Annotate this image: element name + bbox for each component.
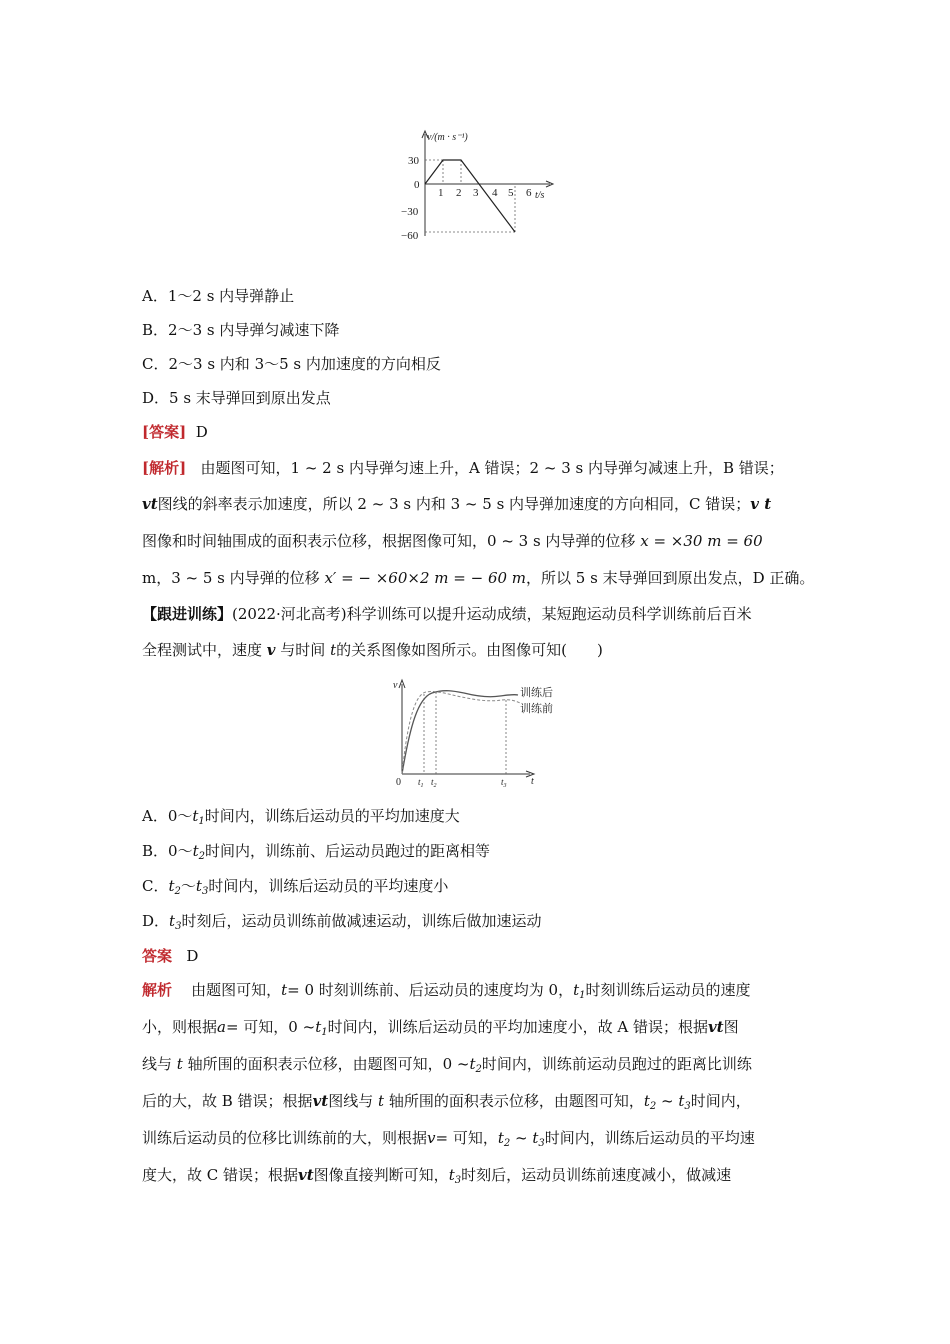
q2-analysis-text-16: 时间内，训练后运动员的平均速: [544, 1129, 755, 1147]
q2-analysis-label: 解析: [142, 981, 173, 999]
q2-option-c-pre: C．: [142, 877, 169, 895]
q2-stem-v: v: [266, 641, 276, 659]
q2-stem-2a: 全程测试中，速度: [142, 641, 263, 659]
fig1-xtick-6: 6: [526, 187, 532, 199]
q2-analysis-text-4: = 可知，0 ~: [225, 1018, 316, 1036]
fig1-axes: [422, 131, 553, 236]
q2-analysis-text-19: 时刻后，运动员训练前速度减小，做减速: [461, 1166, 732, 1184]
q2-analysis-line-4: 后的大，故 B 错误；根据vt图线与 t 轴所围的面积表示位移，由题图可知，$t_2$ ~ $t_3$时间内，: [142, 1092, 751, 1112]
q2-stem-line-2: [142, 640, 815, 660]
fig2-curve-before: [402, 692, 520, 774]
q2-var-t: t: [281, 981, 288, 999]
q2-stem-t: t: [330, 641, 337, 659]
q2-analysis-line-1: 解析 由题图可知，t= 0 时刻训练前、后运动员的速度均为 0，$t_1$时刻训练后运动员的速度: [142, 981, 751, 1001]
q1-answer-label: [答案]: [142, 423, 187, 441]
q1-answer-value: D: [195, 423, 208, 441]
q2-tilde-1: ~: [656, 1092, 679, 1110]
q2-vt-term-3: vt: [298, 1166, 314, 1184]
fig1-ytick-30: 30: [408, 155, 419, 167]
q2-answer-label: 答案: [142, 947, 173, 965]
q2-analysis-text-8: 轴所围的面积表示位移，由题图可知，0 ~: [187, 1055, 470, 1073]
fig2-curve-after: [402, 691, 518, 774]
fig1-xtick-5: 5: [508, 187, 514, 199]
q2-analysis-text-3: 小，则根据: [142, 1018, 218, 1036]
fig2-tick-t2: $t_2$: [431, 777, 437, 788]
q2-option-b-post: 时间内，训练前、后运动员跑过的距离相等: [204, 842, 490, 860]
fig1-ytick-0: 0: [414, 179, 420, 191]
q2-option-b: B．$0\sim t_2$时间内，训练前、后运动员跑过的距离相等: [142, 842, 490, 862]
fig1-xtick-4: 4: [492, 187, 498, 199]
q1-option-b: B．2～3 s 内导弹匀减速下降: [142, 321, 340, 339]
q1-analysis-text-2: 图线的斜率表示加速度，所以 2 ~ 3 s 内和 3 ~ 5 s 内导弹加速度的方向相同，C 错误；: [157, 495, 751, 513]
q2-option-b-pre: B．0～: [142, 842, 193, 860]
q1-analysis-line-4: [142, 568, 815, 588]
q1-analysis-line-2: [142, 494, 815, 514]
q2-option-d-pre: D．: [142, 912, 170, 930]
q2-analysis-text-7: 线与: [142, 1055, 173, 1073]
q2-stem-1: 科学训练可以提升运动成绩，某短跑运动员科学训练前后百米: [346, 605, 752, 623]
fig1-xtick-1: 1: [438, 187, 444, 199]
q2-stem-2c: 的关系图像如图所示。由图像可知( ): [336, 641, 603, 659]
q2-analysis-text-6: 图: [723, 1018, 739, 1036]
q1-xprime-equation: x′ = − ×60×2 m = − 60 m: [324, 569, 527, 587]
q2-analysis-text-12: 轴所围的面积表示位移，由题图可知，: [388, 1092, 644, 1110]
q2-var-v: v: [427, 1129, 436, 1147]
q2-analysis-text-15: = 可知，: [435, 1129, 498, 1147]
q1-option-d: D．5 s 末导弹回到原出发点: [142, 389, 331, 407]
fig1-ytick-m30: −30: [401, 206, 419, 218]
q1-analysis-line-3: [142, 531, 815, 551]
q2-stem-2b: 与时间: [280, 641, 326, 659]
fig2-legend-after: 训练后: [520, 687, 553, 699]
q2-answer: [142, 946, 815, 966]
q2-analysis-text-2: 时刻训练后运动员的速度: [585, 981, 751, 999]
q2-answer-value: D: [186, 947, 199, 965]
q1-analysis-line-1: [142, 458, 815, 478]
fig2-y-axis-label: v: [393, 680, 398, 691]
q1-vt-term-2: v t: [750, 495, 772, 513]
q2-analysis-text-1: = 0 时刻训练前、后运动员的速度均为 0，: [287, 981, 574, 999]
q1-option-a: A．1～2 s 内导弹静止: [142, 287, 295, 305]
fig2-tick-t1: $t_1$: [418, 777, 424, 788]
q2-source: (2022·河北高考): [232, 605, 347, 623]
q1-analysis-label: [解析]: [142, 459, 187, 477]
q2-option-c-post: 时间内，训练后运动员的平均速度小: [208, 877, 449, 895]
q2-analysis-line-3: 线与 t 轴所围的面积表示位移，由题图可知，0 $\sim t_2$时间内，训练前运动员跑过的距离比训练: [142, 1055, 752, 1075]
q2-analysis-line-6: 度大，故 C 错误；根据vt图像直接判断可知，$t_3$时刻后，运动员训练前速度减小，做减速: [142, 1166, 732, 1186]
vt-graph-training: [392, 676, 567, 788]
q2-var-a: a: [217, 1018, 226, 1036]
fig2-origin-label: 0: [396, 777, 401, 788]
q2-analysis-line-5: 训练后运动员的位移比训练前的大，则根据v= 可知，$t_2$ ~ $t_3$时间内，训练后运动员的平均速: [142, 1129, 755, 1149]
vt-graph-missile: [395, 128, 565, 243]
q2-analysis-text-0: 由题图可知，: [191, 981, 282, 999]
q1-analysis-text-4: m，3 ~ 5 s 内导弹的位移: [142, 569, 320, 587]
fig1-ytick-m60: −60: [401, 230, 419, 242]
q1-x-equation: x = ×30 m = 60: [640, 532, 763, 550]
q2-analysis-text-11: 图线与: [328, 1092, 374, 1110]
q2-option-c: C．$t_2\sim t_3$时间内，训练后运动员的平均速度小: [142, 877, 449, 897]
fig1-x-axis-label: t/s: [535, 190, 545, 201]
q2-analysis-text-18: 图像直接判断可知，: [313, 1166, 449, 1184]
fig1-xtick-3: 3: [473, 187, 479, 199]
q2-analysis-text-14: 训练后运动员的位移比训练前的大，则根据: [142, 1129, 428, 1147]
q1-vt-term: vt: [142, 495, 158, 513]
fig1-y-axis-label: v/(m · s⁻¹): [427, 132, 468, 143]
q2-option-a-post: 时间内，训练后运动员的平均加速度大: [204, 807, 460, 825]
q2-analysis-text-10: 后的大，故 B 错误；根据: [142, 1092, 313, 1110]
q2-tilde-2: ~: [510, 1129, 533, 1147]
fig1-xtick-2: 2: [456, 187, 462, 199]
q1-answer: [142, 422, 815, 442]
q1-option-c: C．2～3 s 内和 3～5 s 内加速度的方向相反: [142, 355, 441, 373]
q2-option-c-mid: ～: [180, 877, 196, 895]
q2-analysis-text-9: 时间内，训练前运动员跑过的距离比训练: [481, 1055, 752, 1073]
q2-option-d-post: 时刻后，运动员训练前做减速运动，训练后做加速运动: [181, 912, 542, 930]
q2-vt-term-1: vt: [707, 1018, 724, 1036]
q2-analysis-line-2: 小，则根据a= 可知，0 $\sim t_1$时间内，训练后运动员的平均加速度小，故 A 错误；根据vt图: [142, 1018, 739, 1038]
q1-analysis-text-1: 由题图可知，1 ~ 2 s 内导弹匀速上升，A 错误；2 ~ 3 s 内导弹匀减速上升，B 错误；: [200, 459, 784, 477]
fig2-tick-t3: $t_3$: [501, 777, 507, 788]
q2-option-d: D．$t_3$时刻后，运动员训练前做减速运动，训练后做加速运动: [142, 912, 542, 932]
fig2-legend-before: 训练前: [520, 703, 553, 715]
q2-analysis-text-5: 时间内，训练后运动员的平均加速度小，故 A 错误；根据: [327, 1018, 708, 1036]
q2-heading: 【跟进训练】: [142, 605, 233, 623]
q1-analysis-text-3: 图像和时间轴围成的面积表示位移，根据图像可知，0 ~ 3 s 内导弹的位移: [142, 532, 636, 550]
q2-option-a: A．$0\sim t_1$时间内，训练后运动员的平均加速度大: [142, 807, 460, 827]
q2-analysis-text-17: 度大，故 C 错误；根据: [142, 1166, 299, 1184]
q2-analysis-text-13: 时间内，: [690, 1092, 751, 1110]
q2-vt-term-2: vt: [312, 1092, 329, 1110]
q2-option-a-pre: A．0～: [142, 807, 193, 825]
q2-stem-line-1: [142, 604, 815, 624]
fig2-x-axis-label: t: [531, 776, 534, 787]
q1-analysis-text-5: ，所以 5 s 末导弹回到原出发点，D 正确。: [526, 569, 815, 587]
